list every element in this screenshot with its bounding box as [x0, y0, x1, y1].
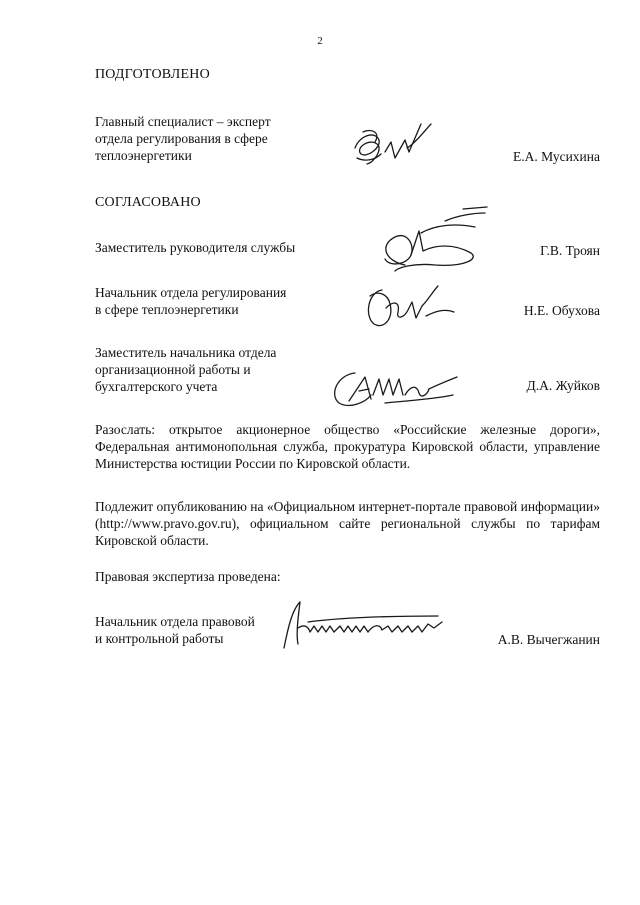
- position-line: отдела регулирования в сфере: [95, 131, 268, 146]
- position-line: Заместитель начальника отдела: [95, 345, 277, 360]
- signatory-name: Г.В. Троян: [540, 243, 600, 258]
- legal-review-statement: Правовая экспертиза проведена:: [95, 569, 281, 584]
- signatory-name: Д.А. Жуйков: [526, 378, 600, 393]
- position-line: Начальник отдела регулирования: [95, 285, 287, 300]
- page-number: 2: [317, 35, 323, 47]
- publication-notice: Подлежит опубликованию на «Официальном интернет-портале правовой информации» (http://www.pravo.gov.ru), официальном сайте региональной службы по тарифам Кировской области.: [95, 499, 600, 548]
- position-line: организационной работы и: [95, 362, 251, 377]
- position-line: Главный специалист – эксперт: [95, 114, 271, 129]
- prepared-heading: ПОДГОТОВЛЕНО: [95, 67, 210, 82]
- position-line: теплоэнергетики: [95, 148, 192, 163]
- position-line: и контрольной работы: [95, 631, 224, 646]
- position-line: Начальник отдела правовой: [95, 614, 255, 629]
- distribution-list: Разослать: открытое акционерное общество «Российские железные дороги», Федеральная антимонопольная служба, прокуратура Кировской области, управление Министерства юстиции России по Кировской области.: [95, 422, 600, 471]
- agreed-heading: СОГЛАСОВАНО: [95, 195, 201, 210]
- position-line: Заместитель руководителя службы: [95, 240, 296, 255]
- position-line: бухгалтерского учета: [95, 379, 218, 394]
- signatory-name: Н.Е. Обухова: [523, 303, 600, 318]
- legal-review-name: А.В. Вычегжанин: [497, 632, 600, 647]
- position-line: в сфере теплоэнергетики: [95, 302, 239, 317]
- prepared-name: Е.А. Мусихина: [513, 149, 600, 164]
